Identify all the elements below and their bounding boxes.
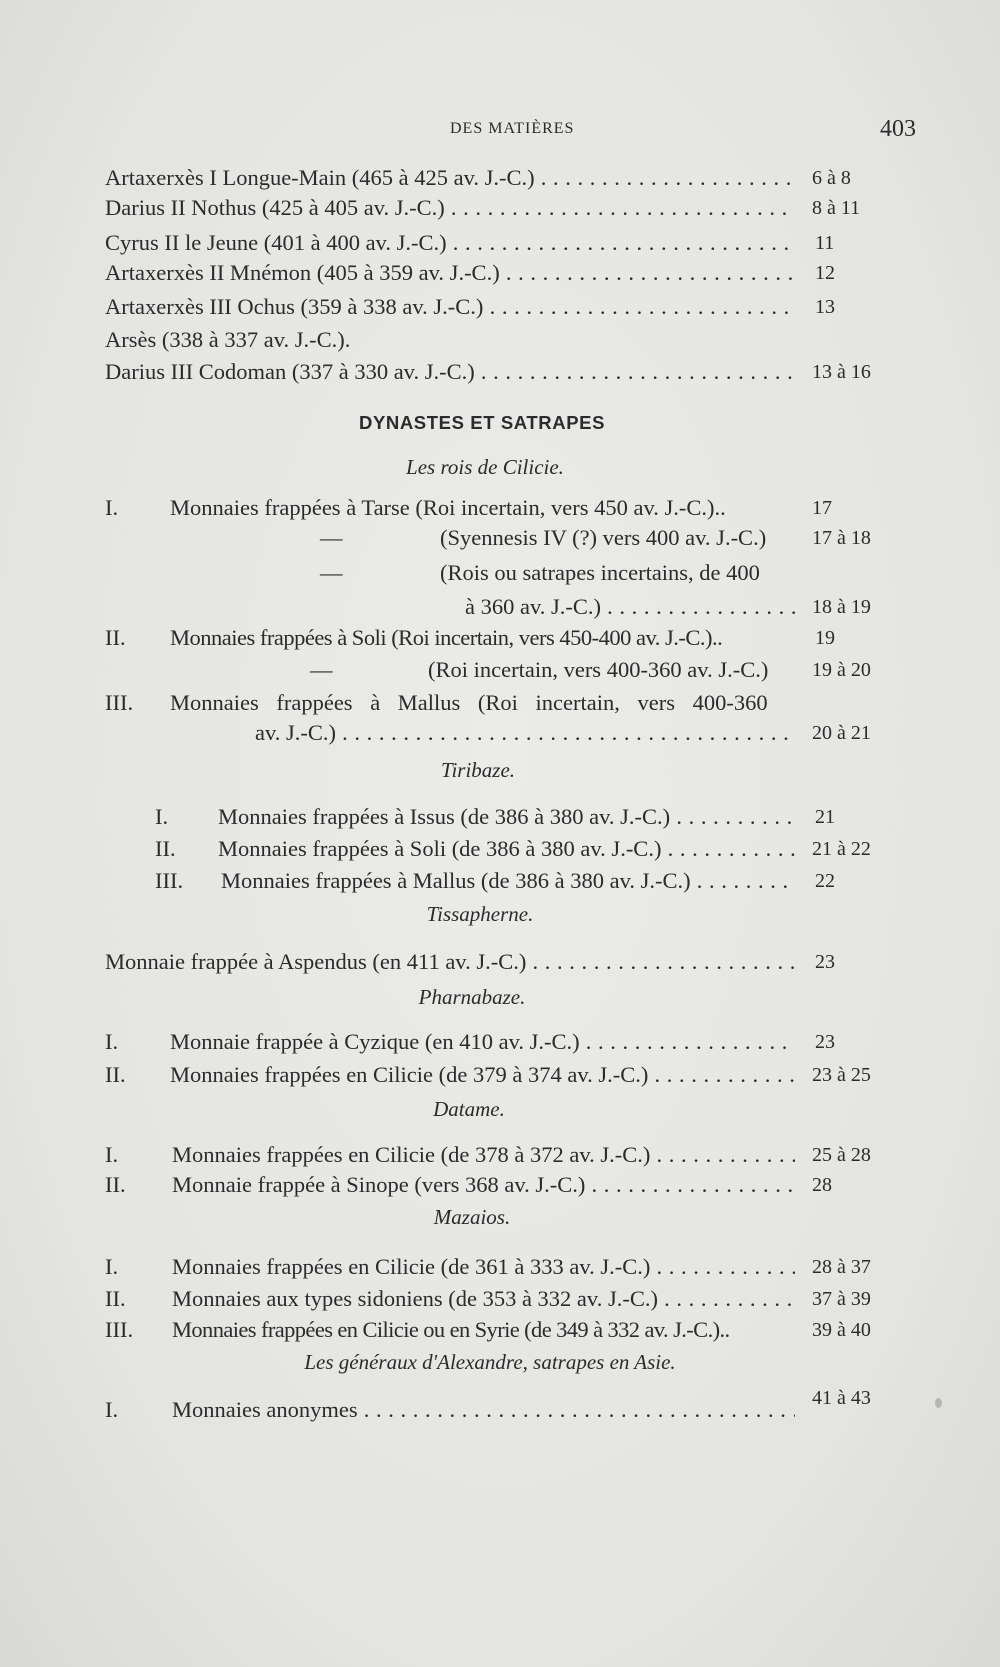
toc-entry: [0, 558, 1000, 588]
toc-entry: [0, 493, 1000, 523]
toc-entry: [0, 718, 1000, 748]
entry-pages: 22: [815, 870, 835, 892]
entry-text: Monnaie frappée à Sinope (vers 368 av. J.-C.) . . .: [172, 1170, 795, 1200]
entry-text: Artaxerxès III Ochus (359 à 338 av. J.-C.) . . .: [105, 292, 795, 322]
toc-entry: [0, 688, 1000, 718]
toc-entry: [0, 623, 1000, 653]
page-number: 403: [880, 116, 916, 142]
entry-text: Monnaies frappées à Mallus (Roi incertain, vers 400-360: [170, 690, 768, 715]
entry-pages: 41 à 43: [812, 1387, 871, 1409]
entry-number: I.: [105, 1397, 119, 1422]
toc-entry: [0, 357, 1000, 387]
entry-number: III.: [105, 1317, 134, 1342]
entry-pages: 12: [815, 262, 835, 284]
toc-entry: [0, 325, 1000, 355]
toc-entry: [0, 292, 1000, 322]
entry-pages: 13: [815, 296, 835, 318]
entry-pages: 23 à 25: [812, 1064, 871, 1086]
entry-text: Monnaies frappées à Mallus (de 386 à 380 av. J.-C.) . . .: [221, 866, 795, 896]
toc-entry: [0, 834, 1000, 864]
toc-entry: [0, 1027, 1000, 1057]
entry-text: Darius II Nothus (425 à 405 av. J.-C.) . . .: [105, 193, 795, 223]
entry-pages: 11: [815, 232, 835, 254]
entry-number: I.: [105, 495, 119, 520]
entry-text: Monnaies frappées en Cilicie (de 379 à 374 av. J.-C.) . . .: [170, 1060, 795, 1090]
subsection-title: Tiribaze.: [440, 758, 516, 782]
subsection-title: Pharnabaze.: [418, 985, 526, 1009]
toc-entry: [0, 1060, 1000, 1090]
subsection-title: Datame.: [433, 1097, 505, 1121]
toc-entry: [0, 655, 1000, 685]
toc-entry: [0, 1170, 1000, 1200]
subsection-title: Les rois de Cilicie.: [406, 455, 564, 479]
entry-pages: 28 à 37: [812, 1256, 871, 1278]
toc-entry: [0, 802, 1000, 832]
entry-text: Monnaies frappées en Cilicie (de 378 à 372 av. J.-C.) . . .: [172, 1140, 795, 1170]
entry-text: Monnaie frappée à Cyzique (en 410 av. J.-C.) . . .: [170, 1027, 795, 1057]
entry-text: Cyrus II le Jeune (401 à 400 av. J.-C.) . . .: [105, 228, 795, 258]
toc-entry: [0, 1315, 1000, 1345]
entry-text: Monnaies frappées à Soli (Roi incertain, vers 450-400 av. J.-C.)..: [170, 625, 723, 650]
toc-entry: [0, 258, 1000, 288]
entry-pages: 19 à 20: [812, 659, 871, 681]
toc-entry: [0, 866, 1000, 896]
subsection-title: Les généraux d'Alexandre, satrapes en Asie.: [304, 1350, 676, 1374]
entry-number: I.: [105, 1254, 119, 1279]
entry-pages: 39 à 40: [812, 1319, 871, 1341]
entry-text: (Syennesis IV (?) vers 400 av. J.-C.): [440, 525, 767, 550]
toc-entry: [0, 1387, 1000, 1425]
entry-number: I.: [155, 804, 169, 829]
paper-speck: [935, 1398, 942, 1408]
entry-pages: 28: [812, 1174, 832, 1196]
entry-number: I.: [105, 1142, 119, 1167]
entry-text: Monnaies frappées à Issus (de 386 à 380 av. J.-C.) . . .: [218, 802, 795, 832]
entry-number: III.: [105, 690, 134, 715]
toc-entry: [0, 228, 1000, 258]
entry-text: Arsès (338 à 337 av. J.-C.).: [105, 327, 351, 352]
entry-pages: 20 à 21: [812, 722, 871, 744]
entry-number: I.: [105, 1029, 119, 1054]
entry-number: II.: [105, 625, 126, 650]
entry-text: Monnaie frappée à Aspendus (en 411 av. J.-C.) . . .: [105, 947, 795, 977]
running-title: DES MATIÈRES: [450, 120, 575, 137]
entry-dash: —: [320, 525, 343, 550]
entry-pages: 6 à 8: [812, 167, 851, 189]
entry-pages: 25 à 28: [812, 1144, 871, 1166]
entry-number: II.: [105, 1286, 126, 1311]
entry-text: (Rois ou satrapes incertains, de 400: [440, 560, 760, 585]
entry-dash: —: [320, 560, 343, 585]
toc-entry: [0, 592, 1000, 622]
entry-number: II.: [105, 1062, 126, 1087]
entry-text: Monnaies frappées en Cilicie ou en Syrie (de 349 à 332 av. J.-C.)..: [172, 1317, 730, 1342]
entry-text: Artaxerxès II Mnémon (405 à 359 av. J.-C.) . . .: [105, 258, 795, 288]
section-title: DYNASTES ET SATRAPES: [358, 412, 606, 433]
entry-pages: 21: [815, 806, 835, 828]
entry-text: Darius III Codoman (337 à 330 av. J.-C.) . . .: [105, 357, 795, 387]
entry-text: à 360 av. J.-C.) . . .: [465, 592, 795, 622]
entry-pages: 13 à 16: [812, 361, 871, 383]
toc-entry: [0, 1252, 1000, 1282]
toc-entry: [0, 523, 1000, 553]
entry-pages: 17 à 18: [812, 527, 871, 549]
entry-number: III.: [155, 868, 184, 893]
entry-number: II.: [105, 1172, 126, 1197]
entry-pages: 19: [815, 627, 835, 649]
entry-pages: 18 à 19: [812, 596, 871, 618]
toc-entry: [0, 1284, 1000, 1314]
entry-text: (Roi incertain, vers 400-360 av. J.-C.): [428, 657, 769, 682]
entry-text: Monnaies aux types sidoniens (de 353 à 332 av. J.-C.) . . .: [172, 1284, 795, 1314]
entry-pages: 23: [815, 1031, 835, 1053]
entry-text: Monnaies anonymes . . .: [172, 1395, 795, 1425]
toc-entry: [0, 947, 1000, 977]
toc-entry: [0, 193, 1000, 223]
entry-text: Monnaies frappées à Tarse (Roi incertain, vers 450 av. J.-C.)..: [170, 495, 726, 520]
entry-text: Monnaies frappées en Cilicie (de 361 à 333 av. J.-C.) . . .: [172, 1252, 795, 1282]
entry-text: Artaxerxès I Longue-Main (465 à 425 av. J.-C.) . . .: [105, 163, 795, 193]
toc-entry: [0, 163, 1000, 193]
toc-entry: [0, 1140, 1000, 1170]
entry-pages: 8 à 11: [812, 197, 861, 219]
page-header: [0, 116, 1000, 146]
entry-text: av. J.-C.) . . .: [255, 718, 795, 748]
entry-number: II.: [155, 836, 176, 861]
entry-dash: —: [310, 657, 333, 682]
subsection-title: Mazaios.: [433, 1205, 511, 1229]
entry-pages: 23: [815, 951, 835, 973]
entry-pages: 21 à 22: [812, 838, 871, 860]
entry-pages: 37 à 39: [812, 1288, 871, 1310]
entry-text: Monnaies frappées à Soli (de 386 à 380 av. J.-C.) . . .: [218, 834, 795, 864]
entry-pages: 17: [812, 497, 832, 519]
subsection-title: Tissapherne.: [426, 902, 534, 926]
